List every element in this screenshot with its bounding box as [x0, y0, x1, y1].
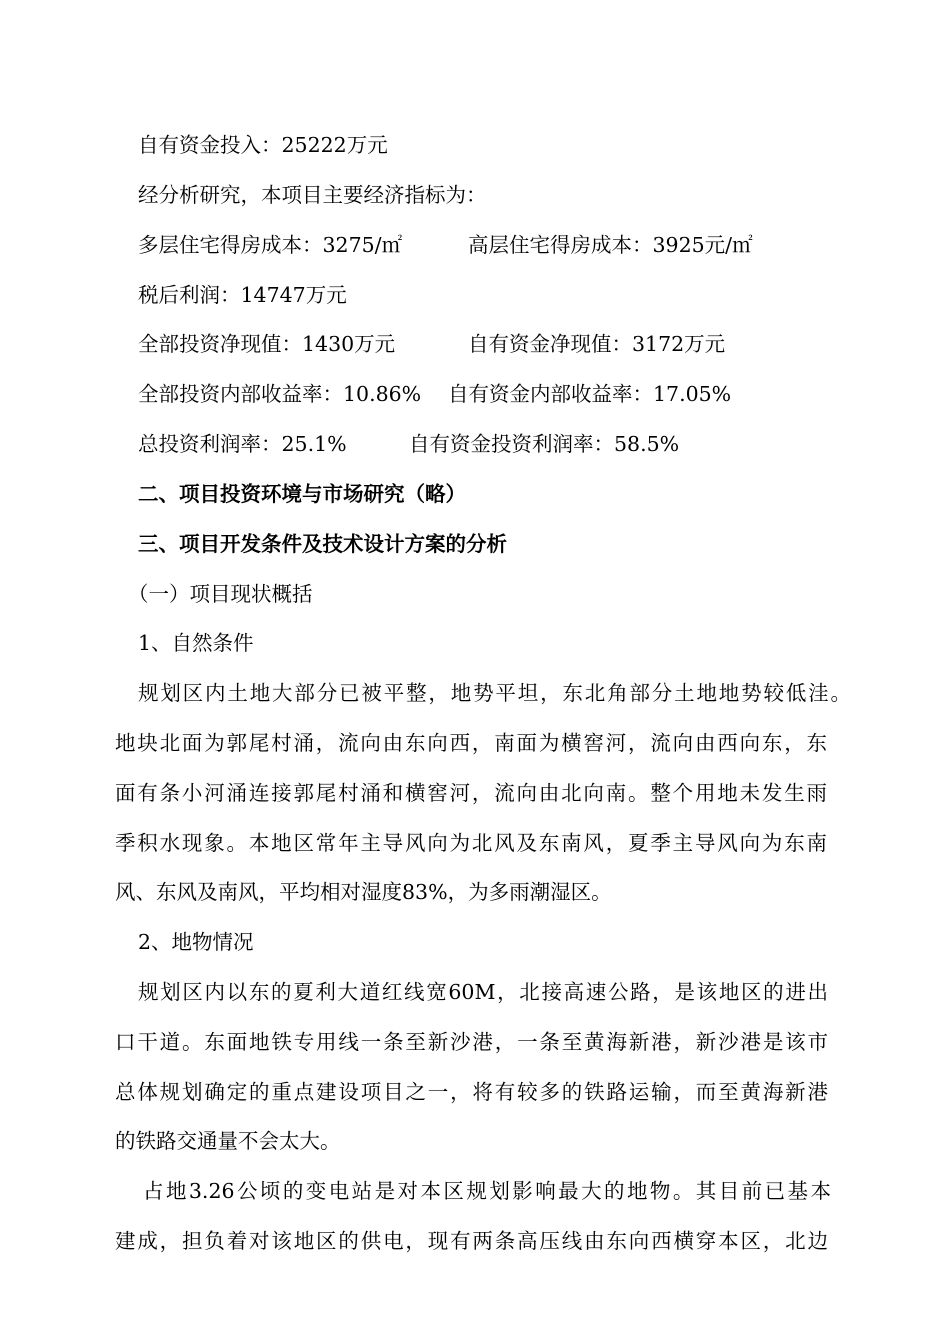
- paragraph-1-line-5: 风、东风及南风，平均相对湿度83%，为多雨潮湿区。: [115, 880, 612, 904]
- equity-investment-line: 自有资金投入：25222万元: [138, 133, 388, 157]
- paragraph-1-line-1: 规划区内土地大部分已被平整，地势平坦，东北角部分土地地势较低洼。: [138, 681, 851, 705]
- paragraph-3-line-2: 建成，担负着对该地区的供电，现有两条高压线由东向西横穿本区，北边: [115, 1229, 828, 1253]
- paragraph-1-line-4: 季积水现象。本地区常年主导风向为北风及东南风，夏季主导风向为东南: [115, 831, 827, 855]
- after-tax-profit-line: 税后利润：14747万元: [138, 283, 347, 307]
- equity-profit-rate: 自有资金投资利润率：58.5%: [409, 432, 680, 456]
- total-irr: 全部投资内部收益率：10.86%: [138, 382, 422, 406]
- housing-cost-line: [138, 230, 878, 260]
- irr-line: [138, 379, 878, 409]
- multistory-cost: 多层住宅得房成本：3275/㎡: [138, 233, 403, 257]
- total-npv: 全部投资净现值：1430万元: [138, 332, 396, 356]
- subsection-natural-conditions: 1、自然条件: [138, 631, 254, 655]
- highrise-cost: 高层住宅得房成本：3925元/㎡: [468, 233, 753, 257]
- section-heading-3: 三、项目开发条件及技术设计方案的分析: [138, 532, 507, 556]
- paragraph-2-line-4: 的铁路交通量不会太大。: [115, 1129, 341, 1153]
- profit-rate-line: [138, 429, 878, 459]
- paragraph-2-line-3: 总体规划确定的重点建设项目之一，将有较多的铁路运输，而至黄海新港: [115, 1080, 828, 1104]
- total-profit-rate: 总投资利润率：25.1%: [138, 432, 347, 456]
- paragraph-2-line-2: 口干道。东面地铁专用线一条至新沙港，一条至黄海新港，新沙港是该市: [115, 1030, 828, 1054]
- paragraph-3-line-1: 占地3.26公顷的变电站是对本区规划影响最大的地物。其目前已基本: [143, 1179, 831, 1203]
- section-heading-2: 二、项目投资环境与市场研究（略）: [138, 482, 466, 506]
- paragraph-1-line-2: 地块北面为郭尾村涌，流向由东向西，南面为横窖河，流向由西向东，东: [115, 731, 827, 755]
- npv-line: [138, 329, 878, 359]
- subsection-heading-1: （一）项目现状概括: [128, 582, 313, 606]
- equity-npv: 自有资金净现值：3172万元: [468, 332, 726, 356]
- equity-irr: 自有资金内部收益率：17.05%: [448, 382, 732, 406]
- paragraph-2-line-1: 规划区内以东的夏利大道红线宽60M，北接高速公路，是该地区的进出: [138, 980, 828, 1004]
- subsection-ground-features: 2、地物情况: [138, 930, 254, 954]
- paragraph-1-line-3: 面有条小河涌连接郭尾村涌和横窖河，流向由北向南。整个用地未发生雨: [115, 781, 827, 805]
- indicators-intro-line: 经分析研究，本项目主要经济指标为：: [138, 183, 487, 207]
